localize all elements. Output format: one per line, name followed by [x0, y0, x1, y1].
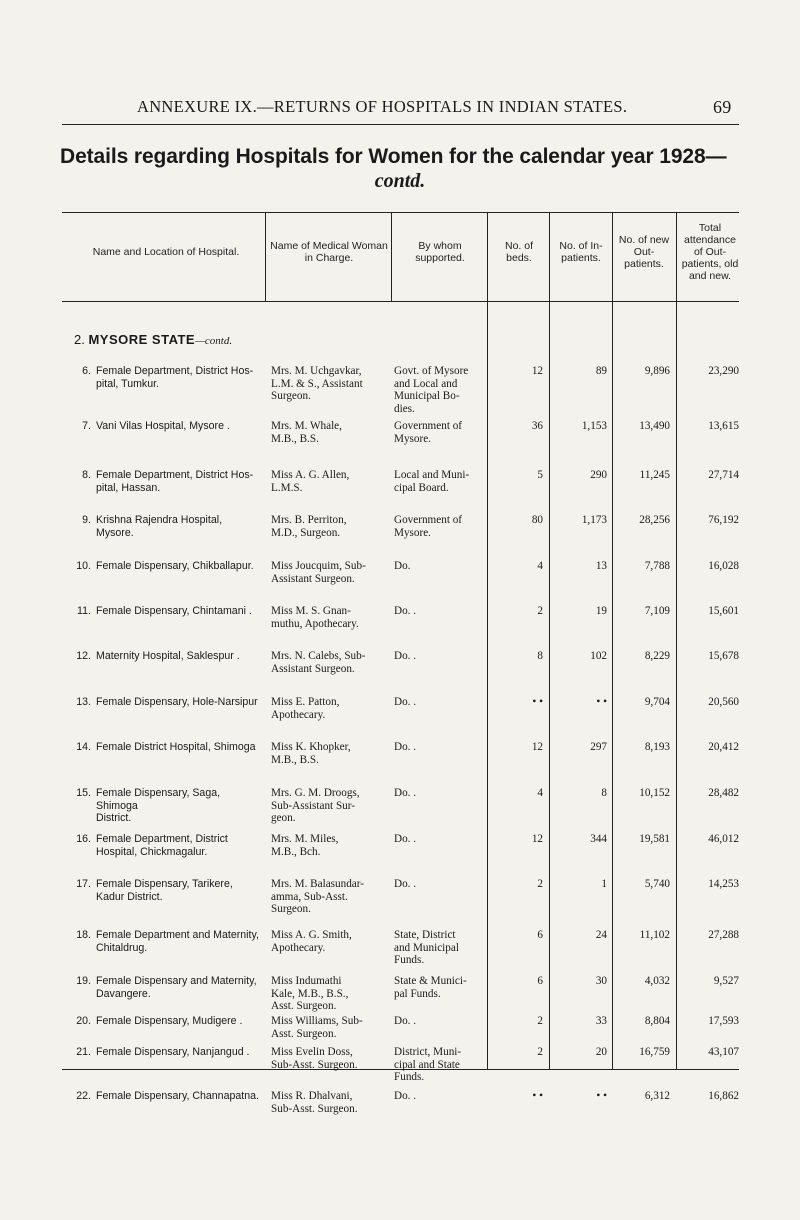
- supported-by: Local and Muni- cipal Board.: [394, 469, 470, 494]
- row-number: 16.: [76, 833, 91, 845]
- hospital-name: Maternity Hospital, Saklespur .: [96, 650, 240, 662]
- inpatients-count: 102: [590, 650, 607, 662]
- hospital-name: Krishna Rajendra Hospital, Mysore.: [96, 514, 223, 539]
- row-number: 21.: [76, 1046, 91, 1058]
- medical-woman: Miss Indumathi Kale, M.B., B.S., Asst. Surgeon.: [271, 975, 349, 1012]
- medical-woman: Mrs. N. Calebs, Sub- Assistant Surgeon.: [271, 650, 366, 675]
- beds-count: 6: [537, 929, 543, 941]
- hospital-name: Female District Hospital, Shimoga: [96, 741, 256, 753]
- supported-by: Do. .: [394, 1015, 417, 1027]
- new-outpatients-count: 9,704: [644, 696, 670, 708]
- supported-by: Do. .: [394, 1090, 417, 1102]
- medical-woman: Mrs. M. Balasundar- amma, Sub-Asst. Surgeon.: [271, 878, 364, 915]
- beds-count: 12: [531, 833, 543, 845]
- total-attendance: 43,107: [708, 1046, 739, 1058]
- beds-count: 8: [537, 650, 543, 662]
- row-number: 15.: [76, 787, 91, 799]
- inpatients-count: 20: [595, 1046, 607, 1058]
- inpatients-count: 19: [595, 605, 607, 617]
- column-divider-6: [676, 212, 677, 1069]
- inpatients-count: 30: [595, 975, 607, 987]
- total-attendance: 16,862: [708, 1090, 739, 1102]
- medical-woman: Miss Williams, Sub- Asst. Surgeon.: [271, 1015, 363, 1040]
- beds-count: 2: [537, 1046, 543, 1058]
- inpatients-count: 1,173: [581, 514, 607, 526]
- header-divider-2: [391, 212, 392, 302]
- new-outpatients-count: 6,312: [644, 1090, 670, 1102]
- header-rule: [62, 124, 739, 125]
- beds-count: 4: [537, 787, 543, 799]
- total-attendance: 9,527: [713, 975, 739, 987]
- new-outpatients-count: 8,229: [644, 650, 670, 662]
- medical-woman: Miss E. Patton, Apothecary.: [271, 696, 340, 721]
- supported-by: Govt. of Mysore and Local and Municipal Bo- dies.: [394, 365, 469, 415]
- new-outpatients-count: 16,759: [639, 1046, 670, 1058]
- inpatients-count: 8: [601, 787, 607, 799]
- hospital-name: Female Department and Maternity, Chitaldrug.: [96, 929, 259, 954]
- total-attendance: 28,482: [708, 787, 739, 799]
- section-heading: [74, 332, 232, 347]
- new-outpatients-count: 5,740: [644, 878, 670, 890]
- new-outpatients-count: 13,490: [639, 420, 670, 432]
- medical-woman: Mrs. M. Whale, M.B., B.S.: [271, 420, 342, 445]
- hospital-name: Female Department, District Hospital, Chickmagalur.: [96, 833, 228, 858]
- total-attendance: 20,560: [708, 696, 739, 708]
- new-outpatients-count: 8,804: [644, 1015, 670, 1027]
- total-attendance: 14,253: [708, 878, 739, 890]
- supported-by: Government of Mysore.: [394, 420, 463, 445]
- medical-woman: Miss K. Khopker, M.B., B.S.: [271, 741, 351, 766]
- new-outpatients-count: 4,032: [644, 975, 670, 987]
- header-outpatients: No. of new Out-patients.: [618, 234, 670, 270]
- header-support: By whom supported.: [415, 240, 465, 264]
- column-divider-5: [612, 212, 613, 1069]
- header-woman: Name of Medical Woman in Charge.: [270, 240, 388, 264]
- total-attendance: 15,601: [708, 605, 739, 617]
- row-number: 22.: [76, 1090, 91, 1102]
- beds-count: • •: [532, 696, 543, 708]
- header-beds: No. of beds.: [504, 240, 533, 264]
- beds-count: 6: [537, 975, 543, 987]
- row-number: 20.: [76, 1015, 91, 1027]
- medical-woman: Mrs. M. Miles, M.B., Bch.: [271, 833, 339, 858]
- inpatients-count: • •: [596, 1090, 607, 1102]
- row-number: 17.: [76, 878, 91, 890]
- row-number: 14.: [76, 741, 91, 753]
- new-outpatients-count: 7,109: [644, 605, 670, 617]
- beds-count: 5: [537, 469, 543, 481]
- new-outpatients-count: 9,896: [644, 365, 670, 377]
- row-number: 10.: [76, 560, 91, 572]
- column-divider-3: [487, 212, 488, 1069]
- supported-by: Do. .: [394, 605, 417, 617]
- hospital-name: Female Dispensary, Hole-Narsipur: [96, 696, 258, 708]
- table-top-rule: [62, 212, 739, 213]
- beds-count: 36: [531, 420, 543, 432]
- supported-by: Do. .: [394, 696, 417, 708]
- inpatients-count: 89: [595, 365, 607, 377]
- hospital-name: Female Dispensary, Tarikere, Kadur District.: [96, 878, 233, 903]
- beds-count: 2: [537, 878, 543, 890]
- new-outpatients-count: 28,256: [639, 514, 670, 526]
- table-header-rule: [62, 301, 739, 302]
- page-number: 69: [713, 97, 732, 117]
- supported-by: State & Munici- pal Funds.: [394, 975, 467, 1000]
- new-outpatients-count: 11,102: [639, 929, 670, 941]
- supported-by: Do.: [394, 560, 411, 572]
- medical-woman: Mrs. B. Perriton, M.D., Surgeon.: [271, 514, 347, 539]
- total-attendance: 76,192: [708, 514, 739, 526]
- new-outpatients-count: 7,788: [644, 560, 670, 572]
- hospital-name: Female Dispensary, Channapatna.: [96, 1090, 259, 1102]
- total-attendance: 15,678: [708, 650, 739, 662]
- hospital-name: Female Dispensary, Nanjangud .: [96, 1046, 250, 1058]
- medical-woman: Miss Joucquim, Sub- Assistant Surgeon.: [271, 560, 366, 585]
- inpatients-count: 24: [595, 929, 607, 941]
- beds-count: 12: [531, 741, 543, 753]
- beds-count: 2: [537, 605, 543, 617]
- supported-by: Do. .: [394, 650, 417, 662]
- inpatients-count: 33: [595, 1015, 607, 1027]
- column-divider-4: [549, 212, 550, 1069]
- supported-by: Government of Mysore.: [394, 514, 463, 539]
- total-attendance: 17,593: [708, 1015, 739, 1027]
- section-name: MYSORE STATE: [88, 332, 196, 347]
- medical-woman: Miss R. Dhalvani, Sub-Asst. Surgeon.: [271, 1090, 358, 1115]
- total-attendance: 20,412: [708, 741, 739, 753]
- inpatients-count: 1,153: [581, 420, 607, 432]
- row-number: 18.: [76, 929, 91, 941]
- row-number: 13.: [76, 696, 91, 708]
- hospital-name: Female Dispensary, Saga, Shimoga District.: [96, 787, 221, 824]
- header-hospital: Name and Location of Hospital.: [92, 246, 240, 258]
- row-number: 6.: [82, 365, 91, 377]
- total-attendance: 27,714: [708, 469, 739, 481]
- row-number: 9.: [82, 514, 91, 526]
- hospital-name: Female Department, District Hos- pital, Tumkur.: [96, 365, 254, 390]
- inpatients-count: • •: [596, 696, 607, 708]
- medical-woman: Miss A. G. Allen, L.M.S.: [271, 469, 350, 494]
- hospital-name: Vani Vilas Hospital, Mysore .: [96, 420, 230, 432]
- inpatients-count: 297: [590, 741, 607, 753]
- hospital-name: Female Dispensary, Chintamani .: [96, 605, 252, 617]
- header-inpatients: No. of In-patients.: [559, 240, 603, 264]
- total-attendance: 16,028: [708, 560, 739, 572]
- new-outpatients-count: 10,152: [639, 787, 670, 799]
- inpatients-count: 290: [590, 469, 607, 481]
- supported-by: Do. .: [394, 833, 417, 845]
- document-title: Details regarding Hospitals for Women for the calendar year 1928—: [60, 145, 727, 168]
- medical-woman: Mrs. G. M. Droogs, Sub-Assistant Sur- geon.: [271, 787, 360, 824]
- medical-woman: Miss Evelin Doss, Sub-Asst. Surgeon.: [271, 1046, 358, 1071]
- supported-by: State, District and Municipal Funds.: [394, 929, 459, 966]
- beds-count: 2: [537, 1015, 543, 1027]
- beds-count: 12: [531, 365, 543, 377]
- row-number: 12.: [76, 650, 91, 662]
- hospital-name: Female Dispensary, Mudigere .: [96, 1015, 243, 1027]
- total-attendance: 46,012: [708, 833, 739, 845]
- hospital-name: Female Dispensary and Maternity, Davangere.: [96, 975, 257, 1000]
- total-attendance: 23,290: [708, 365, 739, 377]
- hospital-name: Female Department, District Hos- pital, Hassan.: [96, 469, 254, 494]
- inpatients-count: 1: [601, 878, 607, 890]
- supported-by: District, Muni- cipal and State Funds.: [394, 1046, 462, 1083]
- section-number: 2.: [74, 332, 85, 347]
- inpatients-count: 344: [590, 833, 607, 845]
- new-outpatients-count: 19,581: [639, 833, 670, 845]
- medical-woman: Mrs. M. Uchgavkar, L.M. & S., Assistant Surgeon.: [271, 365, 363, 402]
- total-attendance: 13,615: [708, 420, 739, 432]
- total-attendance: 27,288: [708, 929, 739, 941]
- medical-woman: Miss A. G. Smith, Apothecary.: [271, 929, 352, 954]
- supported-by: Do. .: [394, 741, 417, 753]
- inpatients-count: 13: [595, 560, 607, 572]
- new-outpatients-count: 11,245: [639, 469, 670, 481]
- hospital-name: Female Dispensary, Chikballapur.: [96, 560, 254, 572]
- beds-count: • •: [532, 1090, 543, 1102]
- supported-by: Do. .: [394, 787, 417, 799]
- running-head-title: ANNEXURE IX.—RETURNS OF HOSPITALS IN INDIAN STATES.: [137, 97, 628, 116]
- header-total-attendance: Total attendance of Out-patients, old and new.: [681, 222, 739, 282]
- row-number: 8.: [82, 469, 91, 481]
- row-number: 7.: [82, 420, 91, 432]
- row-number: 19.: [76, 975, 91, 987]
- section-suffix: —contd.: [195, 335, 233, 347]
- document-subtitle: contd.: [374, 170, 426, 192]
- beds-count: 80: [531, 514, 543, 526]
- new-outpatients-count: 8,193: [644, 741, 670, 753]
- row-number: 11.: [77, 605, 91, 617]
- supported-by: Do. .: [394, 878, 417, 890]
- header-divider-1: [265, 212, 266, 302]
- medical-woman: Miss M. S. Gnan- muthu, Apothecary.: [271, 605, 359, 630]
- beds-count: 4: [537, 560, 543, 572]
